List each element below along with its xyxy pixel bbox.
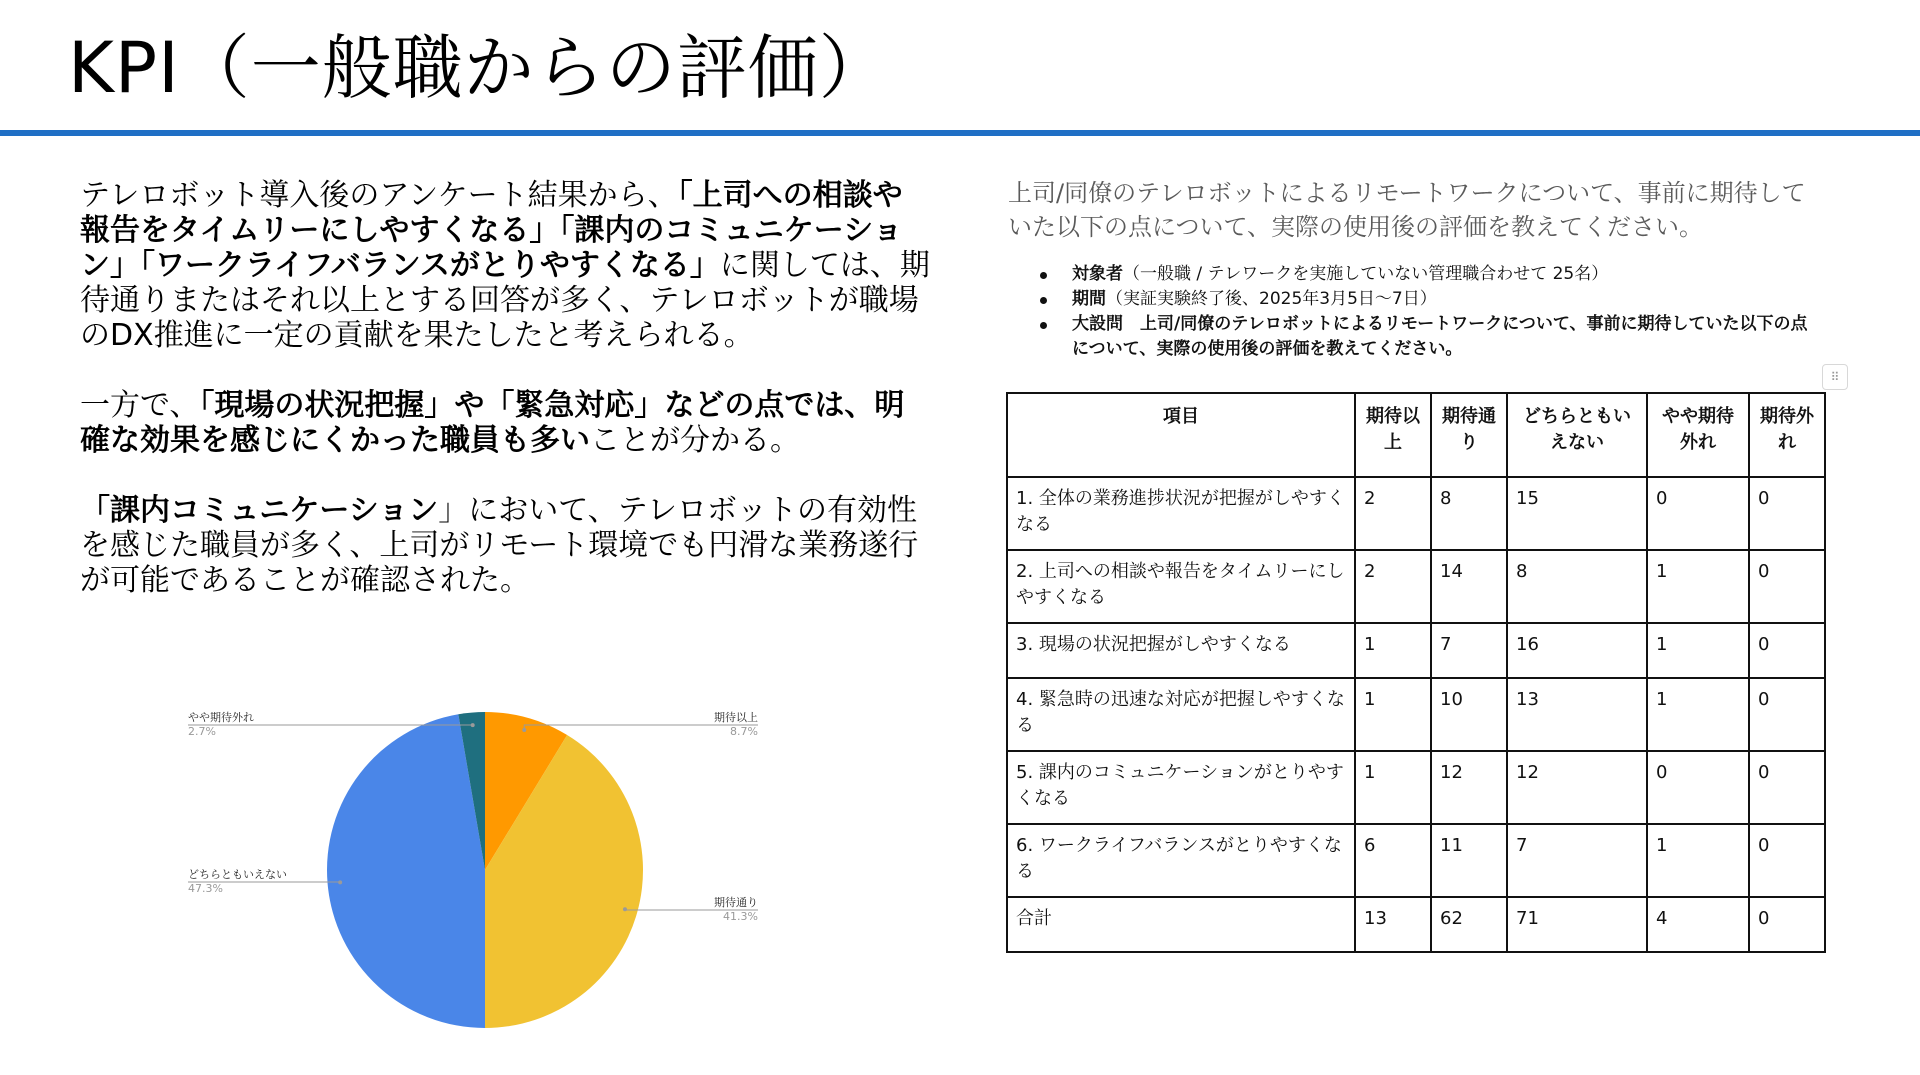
pie-pct-ijou: 8.7% bbox=[730, 725, 758, 738]
p3-bold: 「課内コミュニケーション bbox=[80, 493, 439, 528]
cell-value: 71 bbox=[1507, 897, 1647, 952]
cell-item: 2. 上司への相談や報告をタイムリーにしやすくなる bbox=[1007, 550, 1355, 623]
cell-value: 12 bbox=[1507, 751, 1647, 824]
pie-pct-dochira: 47.3% bbox=[188, 882, 223, 895]
kpi-table bbox=[1006, 392, 1826, 953]
cell-value: 7 bbox=[1507, 824, 1647, 897]
cell-value: 2 bbox=[1355, 550, 1431, 623]
pie-leader-dot-2 bbox=[338, 880, 342, 884]
cell-item: 1. 全体の業務進捗状況が把握がしやすくなる bbox=[1007, 477, 1355, 550]
header-item: 項目 bbox=[1007, 393, 1355, 477]
cell-value: 0 bbox=[1749, 824, 1825, 897]
table-row bbox=[1007, 678, 1825, 751]
drag-handle-icon[interactable]: ⠿ bbox=[1822, 364, 1848, 390]
cell-item: 6. ワークライフバランスがとりやすくなる bbox=[1007, 824, 1355, 897]
pie-leader-line-0 bbox=[524, 725, 758, 730]
header-neutral: どちらともいえない bbox=[1507, 393, 1647, 477]
pie-label-ijou: 期待以上 bbox=[714, 711, 758, 724]
pie-chart bbox=[180, 700, 800, 1040]
table-total-row bbox=[1007, 897, 1825, 952]
cell-value: 62 bbox=[1431, 897, 1507, 952]
p2-bold: 「現場の状況把握」や「緊急対応」などの点では、明確な効果を感じにくかった職員も多い bbox=[80, 388, 905, 458]
cell-value: 7 bbox=[1431, 623, 1507, 678]
table-row bbox=[1007, 751, 1825, 824]
title-divider bbox=[0, 130, 1920, 136]
slide-title: KPI（一般職からの評価） bbox=[68, 27, 890, 109]
info-period-text: （実証実験終了後、2025年3月5日〜7日） bbox=[1106, 289, 1437, 309]
cell-value: 0 bbox=[1749, 678, 1825, 751]
summary-paragraph-3 bbox=[80, 493, 930, 598]
cell-value: 1 bbox=[1355, 751, 1431, 824]
cell-value: 15 bbox=[1507, 477, 1647, 550]
info-item-period bbox=[1040, 287, 1820, 312]
cell-item: 合計 bbox=[1007, 897, 1355, 952]
pie-pct-toori: 41.3% bbox=[723, 910, 758, 923]
header-below: 期待外れ bbox=[1749, 393, 1825, 477]
cell-value: 4 bbox=[1647, 897, 1749, 952]
table-row bbox=[1007, 550, 1825, 623]
pie-slice-2 bbox=[327, 714, 485, 1028]
cell-value: 13 bbox=[1507, 678, 1647, 751]
header-above: 期待以上 bbox=[1355, 393, 1431, 477]
cell-value: 1 bbox=[1647, 550, 1749, 623]
cell-value: 8 bbox=[1507, 550, 1647, 623]
cell-value: 1 bbox=[1647, 678, 1749, 751]
cell-item: 4. 緊急時の迅速な対応が把握しやすくなる bbox=[1007, 678, 1355, 751]
cell-value: 0 bbox=[1749, 897, 1825, 952]
info-item-question bbox=[1040, 312, 1820, 362]
header-as-expected: 期待通り bbox=[1431, 393, 1507, 477]
info-item-target bbox=[1040, 262, 1820, 287]
cell-value: 11 bbox=[1431, 824, 1507, 897]
cell-value: 16 bbox=[1507, 623, 1647, 678]
summary-paragraph-2 bbox=[80, 388, 930, 458]
survey-question: 上司/同僚のテレロボットによるリモートワークについて、事前に期待していた以下の点について、実際の使用後の評価を教えてください。 bbox=[1008, 179, 1806, 241]
cell-value: 0 bbox=[1749, 477, 1825, 550]
cell-value: 0 bbox=[1749, 550, 1825, 623]
p1-tail: に関しては、期待通りまたはそれ以上とする回答が多く、テレロボットが職場のDX推進に一定の貢献を果たしたと考えられる。 bbox=[80, 248, 930, 353]
table-row bbox=[1007, 824, 1825, 897]
pie-leader-dot-0 bbox=[522, 728, 526, 732]
cell-value: 1 bbox=[1647, 824, 1749, 897]
header-slightly-below: やや期待外れ bbox=[1647, 393, 1749, 477]
cell-value: 10 bbox=[1431, 678, 1507, 751]
cell-value: 6 bbox=[1355, 824, 1431, 897]
pie-pct-yaya: 2.7% bbox=[188, 725, 216, 738]
cell-value: 2 bbox=[1355, 477, 1431, 550]
info-period-label: 期間 bbox=[1072, 289, 1106, 309]
p1-lead: テレロボット導入後のアンケート結果から、 bbox=[80, 178, 678, 213]
survey-info-list bbox=[1040, 262, 1820, 362]
p2-tail: ことが分かる。 bbox=[590, 423, 800, 458]
cell-value: 13 bbox=[1355, 897, 1431, 952]
cell-value: 1 bbox=[1355, 623, 1431, 678]
table-row bbox=[1007, 623, 1825, 678]
info-question-label: 大設問 上司/同僚のテレロボットによるリモートワークについて、事前に期待していた以下の点について、実際の使用後の評価を教えてください。 bbox=[1072, 314, 1808, 359]
pie-label-toori: 期待通り bbox=[714, 896, 758, 909]
cell-value: 0 bbox=[1749, 751, 1825, 824]
table-header-row bbox=[1007, 393, 1825, 477]
p3-tail: 」において、テレロボットの有効性を感じた職員が多く、上司がリモート環境でも円滑な業務遂行が可能であることが確認された。 bbox=[80, 493, 919, 598]
info-target-text: （一般職 / テレワークを実施していない管理職合わせて 25名） bbox=[1123, 264, 1609, 284]
pie-leader-dot-1 bbox=[623, 907, 627, 911]
cell-value: 0 bbox=[1647, 751, 1749, 824]
cell-value: 12 bbox=[1431, 751, 1507, 824]
cell-value: 0 bbox=[1749, 623, 1825, 678]
p1-bold: 「上司への相談や報告をタイムリーにしやすくなる」「課内のコミュニケーション」「ワークライフバランスがとりやすくなる」 bbox=[80, 178, 903, 283]
pie-leader-dot-3 bbox=[471, 723, 475, 727]
table-row bbox=[1007, 477, 1825, 550]
info-target-label: 対象者 bbox=[1072, 264, 1123, 284]
cell-value: 8 bbox=[1431, 477, 1507, 550]
cell-item: 3. 現場の状況把握がしやすくなる bbox=[1007, 623, 1355, 678]
summary-paragraph-1 bbox=[80, 178, 930, 353]
cell-value: 0 bbox=[1647, 477, 1749, 550]
summary-text bbox=[80, 178, 930, 633]
cell-value: 1 bbox=[1355, 678, 1431, 751]
cell-value: 1 bbox=[1647, 623, 1749, 678]
pie-label-yaya: やや期待外れ bbox=[188, 711, 254, 724]
pie-label-dochira: どちらともいえない bbox=[188, 868, 287, 881]
p2-lead: 一方で、 bbox=[80, 388, 200, 423]
cell-value: 14 bbox=[1431, 550, 1507, 623]
cell-item: 5. 課内のコミュニケーションがとりやすくなる bbox=[1007, 751, 1355, 824]
